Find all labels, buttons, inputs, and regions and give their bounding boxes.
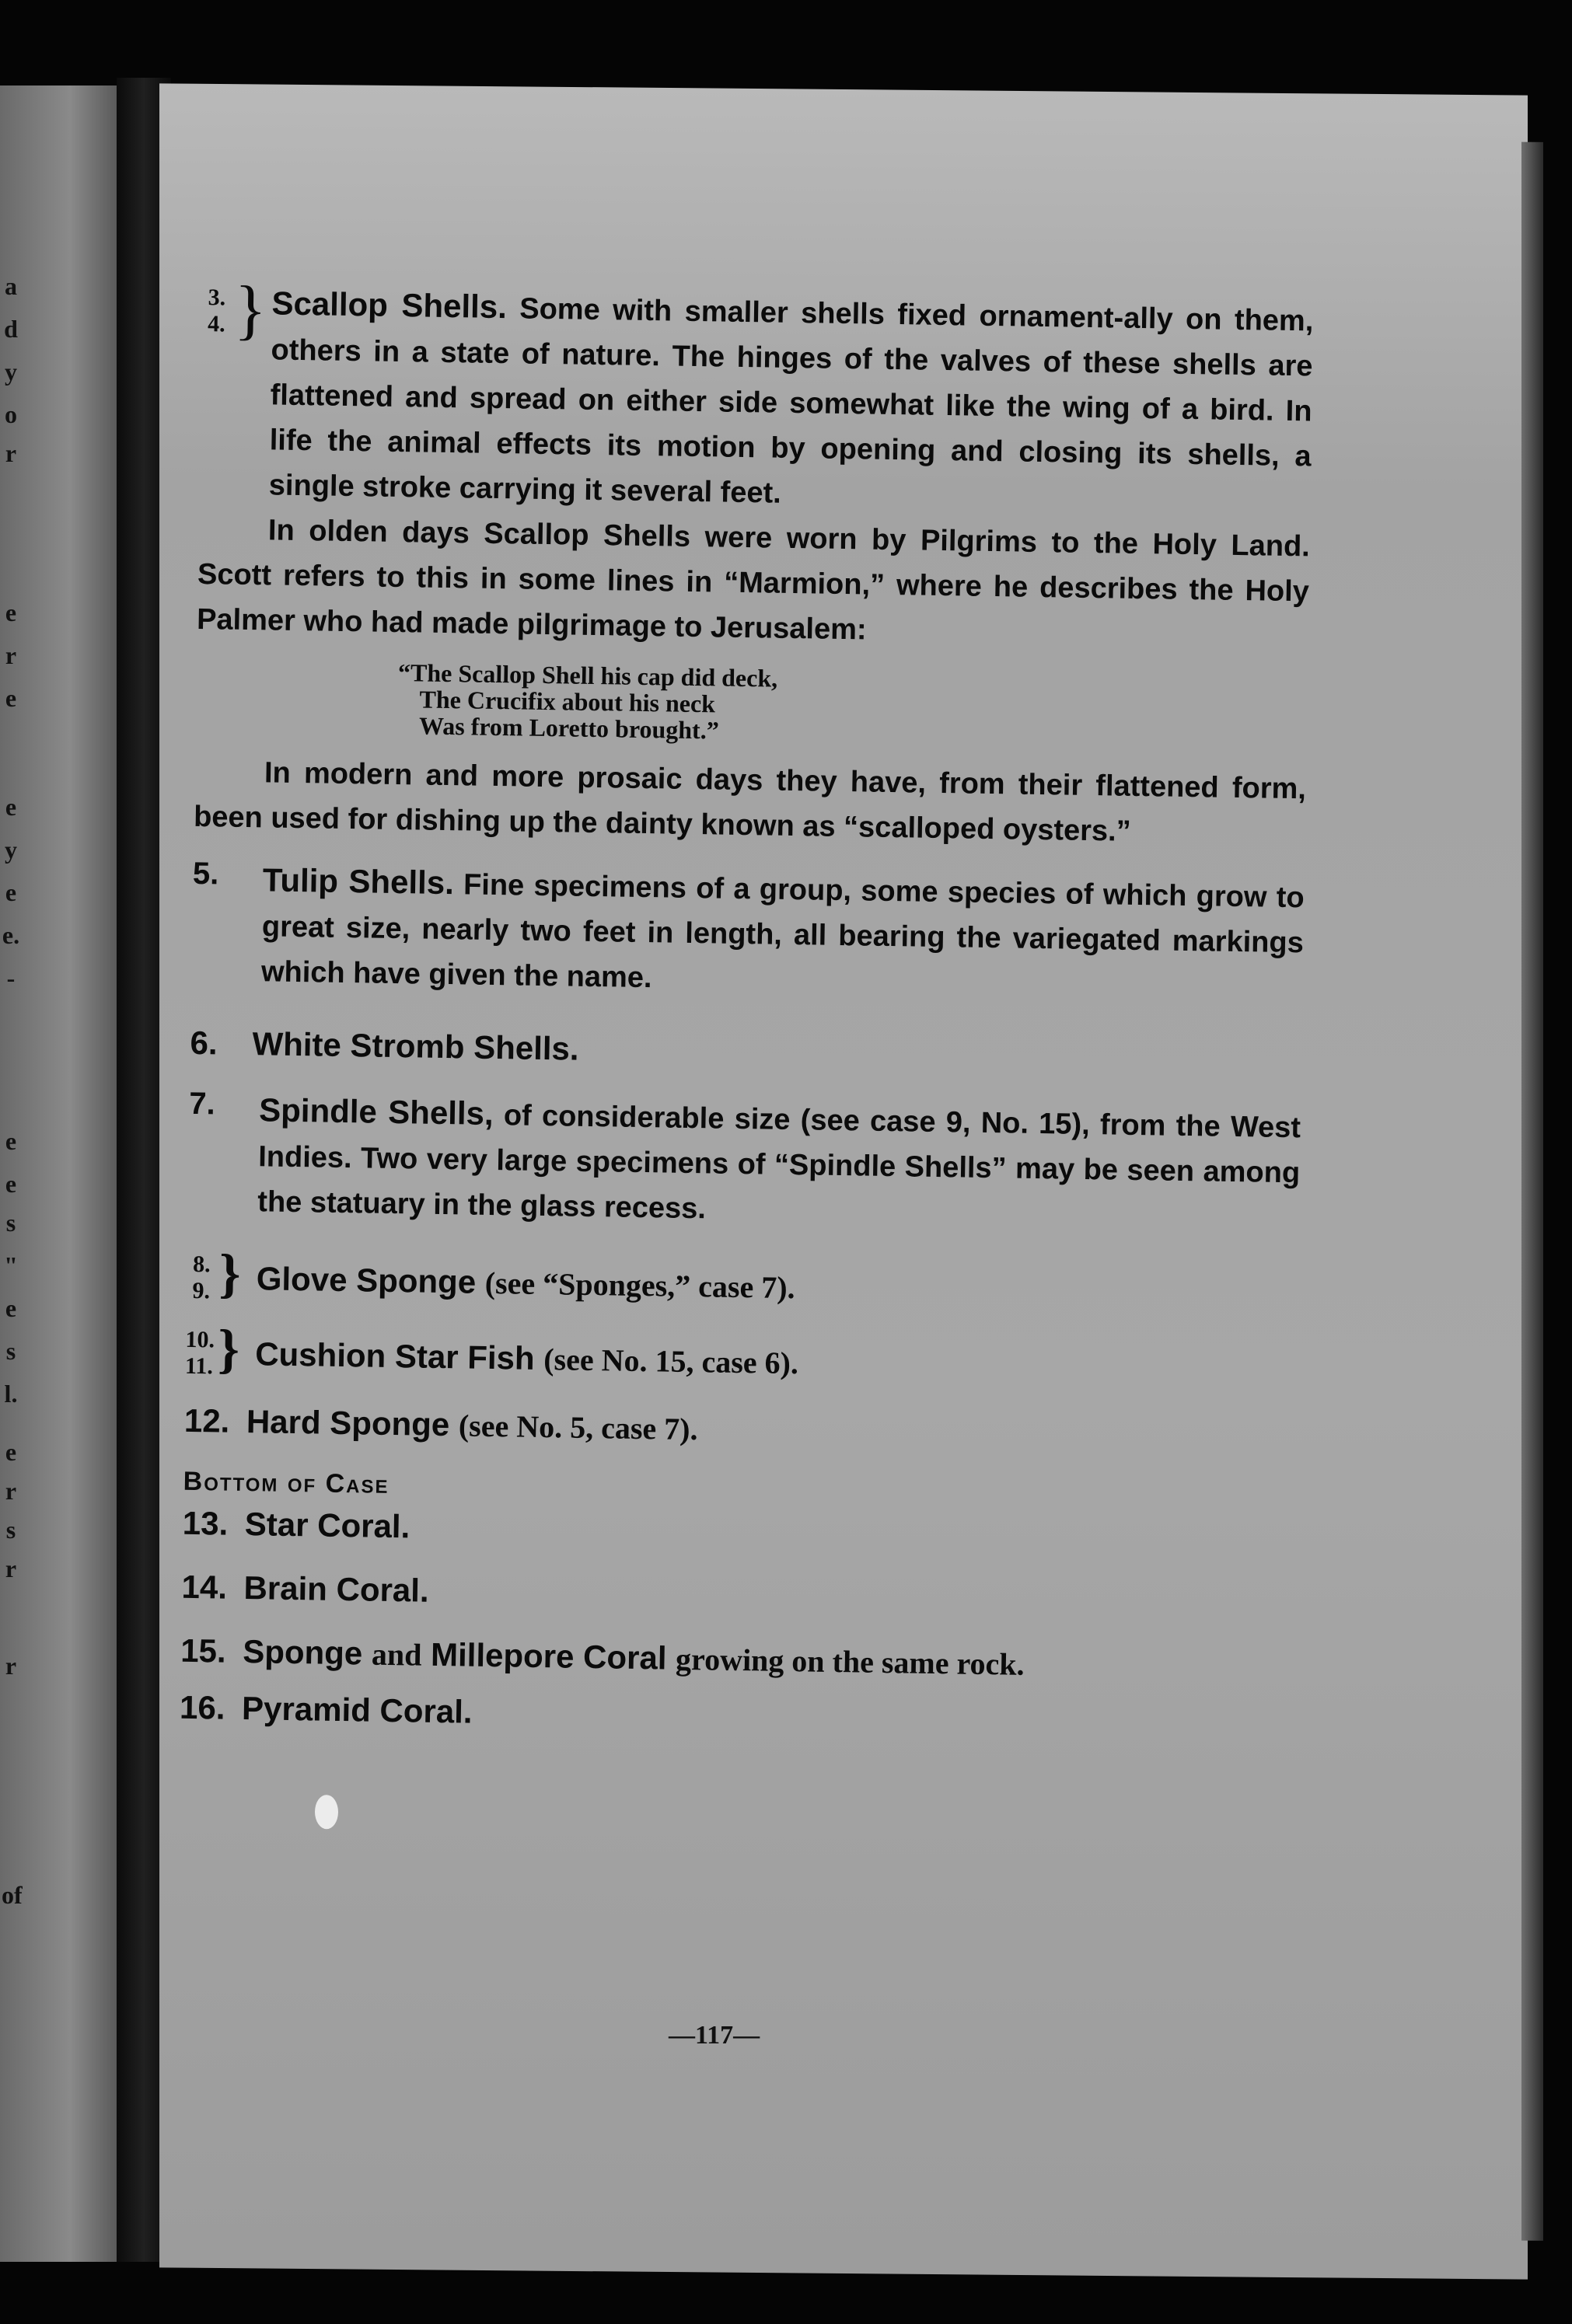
- entry-number: 10.: [185, 1326, 215, 1353]
- entry-number: 5.: [192, 856, 219, 892]
- previous-page-letter: s: [5, 1337, 16, 1365]
- previous-page-letter: r: [5, 439, 17, 467]
- entry-line: [185, 1325, 1298, 1394]
- entry-number-stack: [192, 1251, 211, 1304]
- entry-description: (see “Sponges,” case 7).: [484, 1265, 795, 1306]
- entry-description: Fine specimens of a group, some species of which grow to great size, nearly two feet in length, all bearing the variegated markings which have given the name.: [260, 868, 1305, 995]
- entry-glove-sponge: [186, 1244, 1298, 1319]
- entry-number: 9.: [192, 1277, 211, 1304]
- entry-text: [198, 280, 1313, 524]
- entry-sponge-millepore-coral: [180, 1628, 1293, 1692]
- entry-title: Brain Coral.: [243, 1569, 429, 1609]
- entry-number: 8.: [192, 1251, 211, 1278]
- entry-number-stack: [208, 284, 226, 337]
- entry-pyramid-coral: [180, 1684, 1292, 1748]
- entry-cushion-star-fish: [184, 1319, 1298, 1394]
- entry-title: Millepore Coral: [430, 1635, 667, 1677]
- previous-page-letter: a: [5, 272, 17, 300]
- entry-description: Some with smaller shells fixed ornament-ally on them, others in a state of nature. The hinges of the valves of these shells are flattened and spread on either side somewhat like the wing of a bird. In life the animal effects its motion by opening and closing its shells, a single stroke carrying it several feet.: [268, 292, 1314, 510]
- entry-number: 12.: [183, 1401, 230, 1439]
- previous-page-letter: s: [5, 1516, 16, 1544]
- previous-page-letter: l.: [4, 1380, 18, 1408]
- previous-page-letter: r: [5, 1477, 17, 1505]
- entry-number: 7.: [189, 1086, 216, 1122]
- entry-tulip-shells: [191, 857, 1305, 1010]
- entry-hard-sponge: [183, 1398, 1296, 1462]
- brace-glyph: }: [233, 271, 267, 347]
- page-content: [179, 271, 1314, 1765]
- previous-page-letter: -: [6, 964, 16, 992]
- entry-number: 11.: [184, 1352, 214, 1380]
- entry-title: White Stromb Shells.: [252, 1025, 579, 1067]
- previous-page-letter: d: [4, 315, 18, 343]
- previous-page-letter: e: [5, 793, 17, 821]
- verse-quote: [397, 659, 1308, 752]
- entry-text: [191, 857, 1305, 1010]
- previous-page-letter: e: [5, 1294, 17, 1322]
- previous-page-letter: o: [5, 400, 17, 428]
- previous-page-letter: y: [5, 358, 17, 386]
- previous-page-letter: r: [5, 1652, 17, 1680]
- previous-page-letter: of: [2, 1881, 23, 1909]
- brace-glyph: }: [218, 1244, 242, 1304]
- verse-line: Was from Loretto brought.”: [418, 711, 720, 745]
- entry-title: Scallop Shells.: [271, 284, 508, 326]
- entry-description: (see No. 5, case 7).: [458, 1408, 698, 1447]
- previous-page-letter: e.: [2, 921, 20, 949]
- entry-white-stromb-shells: [190, 1020, 1302, 1083]
- page-number: —117—: [669, 2021, 760, 2050]
- previous-page-letter: e: [5, 1127, 17, 1155]
- paper-spot: [315, 1795, 338, 1829]
- entry-title: Cushion Star Fish: [254, 1335, 535, 1377]
- entry-title: Sponge: [242, 1633, 363, 1672]
- entry-number: 6.: [190, 1024, 218, 1062]
- entry-title: Star Coral.: [244, 1506, 410, 1545]
- entry-title: Pyramid Coral.: [241, 1690, 473, 1730]
- entry-title: Tulip Shells.: [262, 861, 455, 902]
- previous-page-letter: y: [5, 836, 17, 864]
- entry-title: Spindle Shells,: [258, 1091, 494, 1132]
- entry-brain-coral: [181, 1564, 1294, 1628]
- entry-number: 14.: [181, 1568, 228, 1606]
- entry-number-stack: [185, 1327, 215, 1380]
- verse-line: “The Scallop Shell his cap did deck,: [397, 658, 778, 693]
- entry-conjunction: and: [371, 1636, 422, 1673]
- previous-page-letter: r: [5, 1555, 17, 1582]
- entry-text: [187, 1087, 1301, 1241]
- entry-description: growing on the same rock.: [675, 1641, 1025, 1682]
- entry-paragraph: In olden days Scallop Shells were worn by Pilgrims to the Holy Land. Scott refers to this in some lines in “Marmion,” where he describes the Holy Palmer who had made pilgrimage to Jerusalem:: [196, 514, 1311, 647]
- previous-page-letter: r: [5, 641, 17, 669]
- previous-page-letter: ": [4, 1251, 18, 1279]
- entry-spindle-shells: [187, 1087, 1301, 1241]
- previous-page-letter: e: [5, 684, 17, 712]
- entry-number: 16.: [179, 1688, 225, 1726]
- entry-number: 3.: [208, 284, 226, 311]
- entry-number: 13.: [182, 1504, 229, 1542]
- entry-scallop-shells: [193, 271, 1314, 857]
- entry-title: Glove Sponge: [256, 1260, 477, 1300]
- previous-page-letter: e: [5, 598, 17, 626]
- entry-number: 15.: [180, 1631, 227, 1670]
- entry-paragraph: In modern and more prosaic days they have, from their flattened form, been used for dishing up the dainty known as “scalloped oysters.”: [193, 756, 1307, 848]
- previous-page-letter: s: [5, 1209, 16, 1237]
- previous-page-letter: e: [5, 878, 17, 906]
- entry-number: 4.: [207, 311, 225, 337]
- previous-page-letter: e: [5, 1170, 17, 1198]
- section-heading: Bottom of Case: [183, 1466, 390, 1499]
- entry-title: Hard Sponge: [246, 1403, 450, 1443]
- entry-description: (see No. 15, case 6).: [543, 1342, 799, 1381]
- verse-line: The Crucifix about his neck: [419, 685, 716, 718]
- entry-line: [186, 1250, 1298, 1319]
- previous-page-letter: e: [5, 1438, 17, 1466]
- entry-description: of considerable size (see case 9, No. 15), from the West Indies. Two very large specimens of “Spindle Shells” may be seen among the statuary in the glass recess.: [257, 1099, 1301, 1226]
- brace-glyph: }: [217, 1319, 240, 1380]
- page-edge: [1521, 142, 1543, 2241]
